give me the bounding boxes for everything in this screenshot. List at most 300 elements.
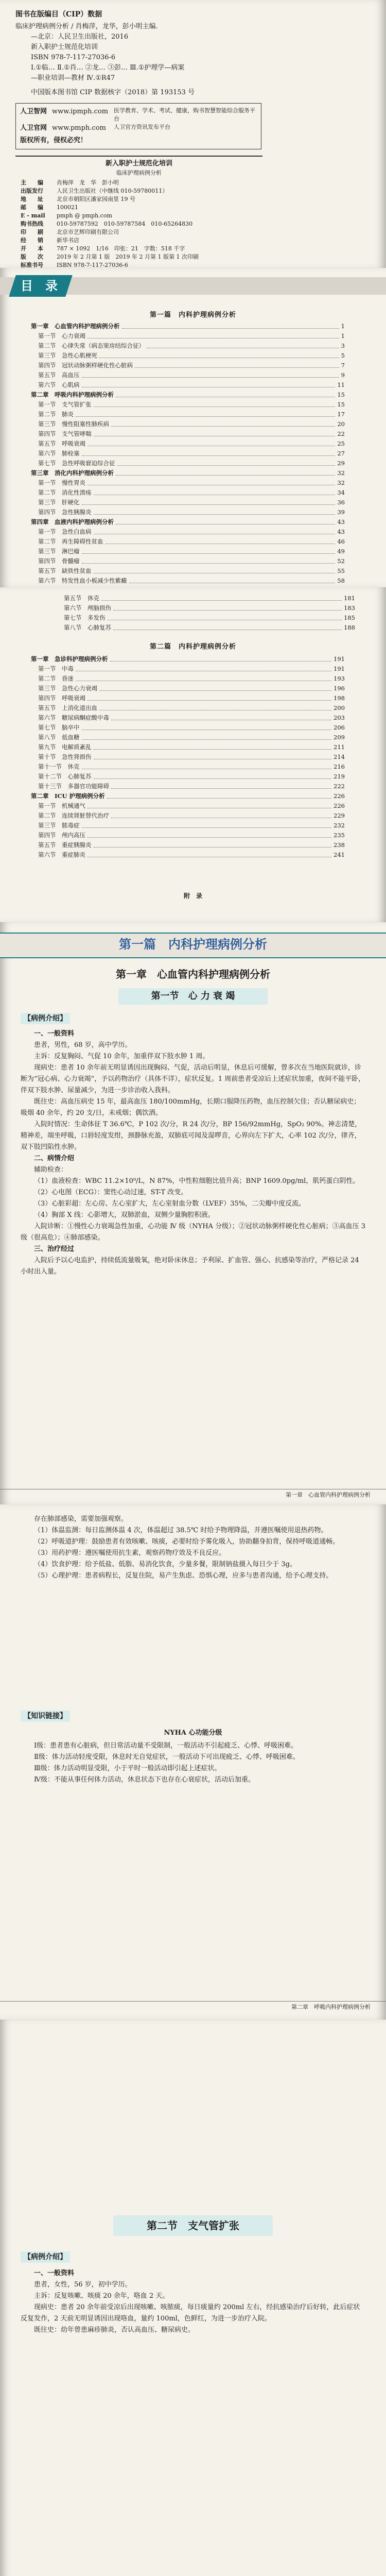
toc-entry-title: 第三节 淋巴瘤: [38, 548, 80, 555]
toc-entry-title: 第三节 肝硬化: [38, 499, 80, 506]
colophon-key: 主 编: [21, 179, 43, 186]
toc-leader: [111, 811, 331, 818]
paragraph: （2）呼吸道护理：鼓励患者有效咳嗽、咳痰，必要时给予雾化吸入，协助翻身拍背，保持呼吸道通畅。: [34, 1538, 340, 1546]
toc-row: [31, 821, 345, 831]
section2-body: [21, 2268, 365, 2336]
chapter-body: [21, 1028, 365, 1278]
toc-leader: [87, 478, 335, 485]
toc-page-number: 55: [337, 567, 345, 574]
nursing-page: [0, 1504, 386, 2020]
colophon-key: 出版发行: [21, 188, 43, 194]
toc-page-number: 43: [337, 528, 345, 535]
toc-page: [0, 268, 386, 587]
toc-page-number: 214: [334, 753, 345, 760]
copyright-notice: 版权所有，侵权必究！: [20, 137, 87, 144]
knowledge-sub: NYHA 心功能分级: [164, 1729, 222, 1737]
toc-row: [31, 380, 345, 390]
colophon-key: 邮 编: [21, 204, 43, 211]
colophon-key: 印 刷: [21, 229, 43, 235]
toc-row: [31, 840, 345, 850]
toc-entry-title: 第十二节 心肺复苏: [38, 773, 92, 780]
toc-row: [31, 449, 345, 459]
cip-title: 图书在版编目（CIP）数据: [15, 10, 102, 19]
toc-page-number: 25: [337, 440, 345, 447]
toc-leader: [147, 341, 339, 348]
toc-leader: [94, 429, 336, 436]
toc2-page: [0, 587, 386, 922]
toc-entry-title: 第五节 缺铁性贫血: [38, 567, 92, 574]
website-name: 人卫智网: [20, 108, 47, 115]
toc-leader: [117, 459, 336, 466]
paragraph: （3）用药护理：遵医嘱使用抗生素，观察药物疗效及不良反应。: [34, 1549, 226, 1557]
toc-row: [57, 623, 355, 633]
toc-leader: [82, 380, 336, 387]
toc-leader: [94, 742, 332, 750]
toc-row: [31, 468, 345, 478]
toc-row: [31, 811, 345, 821]
toc-entry-title: 第七节 急性呼吸窘迫综合征: [38, 460, 115, 467]
toc-row: [31, 742, 345, 752]
paragraph: 一、一般资料: [34, 1030, 75, 1038]
colophon-value: 人民卫生出版社（中继线 010-59780011）: [57, 188, 168, 194]
toc2-list: [31, 654, 345, 860]
toc-entry-title: 第六节 肺栓塞: [38, 450, 80, 457]
toc-row: [31, 752, 345, 762]
toc-leader: [101, 594, 342, 601]
case-head: 【病例介绍】: [21, 1013, 70, 1024]
toc-entry-title: 第三节 急性心肌梗死: [38, 352, 97, 359]
cip-number: 中国版本图书馆 CIP 数据核字（2018）第 193153 号: [31, 89, 195, 96]
toc-leader: [82, 556, 336, 564]
cip-lines: [15, 22, 386, 83]
paragraph: Ⅱ级：体力活动轻度受限，休息时无自觉症状，一般活动下可出现疲乏、心悸、呼吸困难。: [34, 1753, 300, 1761]
toc-row: [31, 488, 345, 498]
toc-page-number: 222: [334, 783, 345, 790]
toc-list: [31, 321, 345, 587]
toc-leader: [94, 400, 336, 407]
section2-title: 第二节 支气管扩张: [147, 2219, 239, 2232]
chapter-page: [0, 922, 386, 1504]
toc-row: [31, 782, 345, 791]
toc-page-number: 196: [334, 685, 345, 692]
paragraph: （2）心电图（ECG）：窦性心动过速，ST-T 改变。: [34, 1189, 188, 1196]
toc-page-number: 36: [337, 499, 345, 506]
toc-entry-title: 第一章 心血管内科护理病例分析: [31, 323, 120, 330]
toc-row: [31, 507, 345, 517]
toc-entry-title: 第四节 骨髓瘤: [38, 557, 80, 565]
copyright-page: [0, 0, 386, 268]
website-url: www.pmph.com: [52, 124, 106, 132]
toc-leader: [82, 449, 336, 456]
toc-row: [31, 664, 345, 674]
toc-row: [31, 801, 345, 811]
website-row: [20, 107, 257, 123]
toc-page-number: 241: [334, 851, 345, 858]
colophon-key: E - mail: [21, 212, 45, 219]
toc-entry-title: 第三节 慢性阻塞性肺疾病: [38, 420, 109, 428]
section-title: 第一节 心 力 衰 竭: [151, 991, 235, 1002]
toc-page-number: 235: [334, 832, 345, 839]
toc-page-number: 203: [334, 714, 345, 721]
toc-entry-title: 第一节 中毒: [38, 665, 74, 672]
paragraph: 主诉：反复胸闷、气促 10 余年，加重伴双下肢水肿 1 周。: [34, 1053, 209, 1060]
toc-leader: [106, 537, 336, 544]
toc-row: [57, 594, 355, 603]
toc-leader: [94, 752, 332, 759]
toc-leader: [99, 684, 331, 691]
toc-entry-title: 第六节 重症肺炎: [38, 851, 85, 858]
toc-entry-title: 第二节 昏迷: [38, 675, 74, 682]
toc-row: [31, 351, 345, 361]
colophon-row: [21, 245, 262, 253]
toc-page-number: 32: [337, 469, 345, 477]
toc-page-number: 29: [337, 460, 345, 467]
toc-page-number: 229: [334, 812, 345, 819]
colophon-row: [21, 179, 262, 187]
toc-entry-title: 第四章 血液内科护理病例分析: [31, 518, 114, 526]
toc-page-number: 198: [334, 694, 345, 702]
toc-leader: [76, 410, 335, 417]
cip-line: —职业培训—教材 Ⅳ.①R47: [31, 74, 115, 82]
nursing-body: [21, 1514, 365, 1582]
toc-entry-title: 第四节 颅内高压: [38, 832, 85, 839]
toc-row: [31, 498, 345, 507]
toc-page-number: 209: [334, 734, 345, 741]
toc-page-number: 52: [337, 557, 345, 565]
toc2-appendix: 附 录: [183, 892, 202, 900]
toc-row: [31, 410, 345, 419]
website-name: 人卫官网: [20, 124, 47, 132]
paragraph: （4）饮食护理：给予低盐、低脂、易消化饮食，少量多餐，限制钠盐摄入每日少于 3g。: [34, 1561, 296, 1568]
toc-entry-title: 第二章 呼吸内科护理病例分析: [31, 391, 114, 398]
toc-leader: [76, 664, 331, 671]
toc-page-number: 15: [337, 401, 345, 408]
toc-entry-title: 第五节 高血压: [38, 371, 80, 379]
toc-page-number: 58: [337, 577, 345, 584]
toc-row: [31, 429, 345, 439]
paragraph: 入院后予以心电监护，持续低流量吸氧，绝对卧床休息；予利尿、扩血管、强心、抗感染等治疗，严格记录 24 小时出入量。: [21, 1257, 359, 1276]
toc-leader: [111, 419, 335, 427]
toc-row: [57, 613, 355, 623]
colophon-row: [21, 220, 262, 228]
toc-page-number: 32: [337, 479, 345, 486]
colophon-key: 开 本: [21, 245, 43, 252]
colophon-row: [21, 236, 262, 245]
toc-entry-title: 第二节 心律失常（病态窦房结综合征）: [38, 342, 145, 349]
toc-entry-title: 第七节 多发伤: [64, 614, 106, 621]
toc-row: [31, 390, 345, 400]
toc-row: [31, 370, 345, 380]
toc-page-number: 27: [337, 450, 345, 457]
toc-page-number: 34: [337, 489, 345, 496]
toc-page-number: 7: [341, 362, 345, 369]
toc-page-number: 1: [341, 332, 345, 340]
toc-row: [31, 331, 345, 341]
toc-page-number: 191: [334, 655, 345, 663]
toc-leader: [87, 439, 335, 446]
toc-page-number: 46: [337, 538, 345, 545]
toc-title: 目 录: [21, 279, 58, 293]
toc-page-number: 200: [334, 704, 345, 711]
colophon-value: 北京市艺辉印刷有限公司: [57, 229, 119, 235]
colophon: [15, 156, 262, 268]
toc-entry-title: 第二节 消化性溃疡: [38, 489, 92, 496]
toc-page-number: 191: [334, 665, 345, 672]
toc-entry-title: 第一节 心力衰竭: [38, 332, 85, 340]
knowledge-head: 【知识链接】: [21, 1710, 70, 1722]
toc-row: [31, 419, 345, 429]
cip-line: —北京：人民卫生出版社，2016: [31, 33, 129, 41]
colophon-value: 新华书店: [57, 237, 79, 244]
toc-row: [31, 556, 345, 566]
colophon-key: 经 销: [21, 237, 43, 244]
toc-row: [31, 733, 345, 742]
toc-entry-title: 第六节 颅脑损伤: [64, 604, 111, 612]
toc-row: [31, 723, 345, 733]
paragraph: 存在肺部感染，需要加强观察。: [34, 1515, 128, 1523]
toc-leader: [116, 468, 335, 476]
toc-entry-title: 第二节 肺炎: [38, 411, 74, 418]
toc-page-number: 49: [337, 548, 345, 555]
running-head: 第一章 心血管内科护理病例分析: [286, 1492, 371, 1498]
part-title: 第一篇 内科护理病例分析: [119, 937, 267, 952]
toc-page-number: 11: [337, 381, 345, 388]
toc-entry-title: 第一章 急诊科护理病例分析: [31, 655, 108, 663]
website-desc: 医学教育、学术、考试、健康，购书智慧智能综合服务平台: [114, 107, 256, 122]
colophon-value: pmph @ pmph.com: [57, 212, 112, 219]
toc-leader: [94, 527, 336, 534]
toc-leader: [94, 488, 336, 495]
colophon-value: 787 × 1092 1/16 印张：21 字数：518 千字: [57, 245, 185, 252]
colophon-value: 2019 年 2 月第 1 版 2019 年 2 月第 1 版第 1 次印刷: [57, 253, 199, 260]
toc-page-number: 1: [341, 323, 345, 330]
toc-leader: [108, 613, 342, 620]
colophon-title: 临床护理病例分析: [116, 170, 162, 176]
toc-page-number: 43: [337, 518, 345, 526]
colophon-value: 010-59787592 010-59787584 010-65264830: [57, 221, 193, 227]
toc-page-number: 232: [334, 822, 345, 829]
toc-row: [31, 831, 345, 840]
toc-entry-title: 第一节 机械通气: [38, 802, 85, 809]
toc-page-number: 226: [334, 792, 345, 800]
nursing-footer: 第二章 呼吸内科护理病例分析: [291, 2004, 371, 2010]
toc-entry-title: 第一节 急性白血病: [38, 528, 92, 535]
toc-entry-title: 第四节 支气管哮喘: [38, 430, 92, 437]
paragraph: Ⅲ级：体力活动明显受限，小于平时一般活动即引起上述症状。: [34, 1765, 221, 1772]
paragraph: 入院诊断：①慢性心力衰竭急性加重，心功能 Ⅳ 级（NYHA 分级）；②冠状动脉粥样硬化性心脏病；③高血压 3 级（很高危）；④肺部感染。: [21, 1223, 365, 1242]
toc-leader: [82, 762, 332, 769]
toc-leader: [82, 733, 332, 740]
toc-page-number: 188: [344, 624, 355, 631]
toc-leader: [113, 623, 342, 630]
toc-row: [31, 400, 345, 410]
cip-line: ISBN 978-7-117-27036-6: [31, 54, 116, 61]
website-desc: 人卫官方资讯发布平台: [114, 124, 171, 130]
paragraph: 现病史：患者 20 余年前受凉后出现咳嗽、咳脓痰，每日痰量约 200ml 左右，经抗感染治疗后好转，此后症状反复发作，2 天前无明显诱因出现咯血，量约 100ml，色鲜红，为进一步治疗入院。: [21, 2303, 360, 2323]
toc-leader: [107, 791, 331, 799]
paragraph: 一、一般资料: [34, 2269, 75, 2277]
toc-row: [31, 361, 345, 370]
toc-row: [31, 703, 345, 713]
toc-leader: [94, 566, 336, 573]
toc-row: [31, 341, 345, 351]
paragraph: 现病史：患者 10 余年前无明显诱因出现胸闷、气促，活动后明显，休息后可缓解，曾多次在当地医院就诊，诊断为“冠心病、心力衰竭”，予以药物治疗（具体不详），症状反复。1 周前患者受凉后上述症状加重，夜间不能平卧，伴双下肢水肿、尿量减少，为进一步诊治收入我科。: [21, 1064, 365, 1094]
toc-entry-title: 第十一节 休克: [38, 763, 80, 770]
paragraph: 既往史：幼年曾患麻疹肺炎，否认高血压、糖尿病史。: [34, 2326, 195, 2334]
toc-leader: [99, 351, 339, 358]
toc-row: [31, 478, 345, 488]
toc-entry-title: 第五节 休克: [64, 595, 99, 602]
toc-leader: [82, 370, 339, 378]
cip-line: Ⅰ.①临… Ⅱ.①肖… ②龙… ③彭… Ⅲ.①护理学—病案: [31, 64, 185, 72]
paragraph: Ⅳ级：不能从事任何体力活动，休息状态下也存在心衰症状，活动后加重。: [34, 1776, 255, 1784]
colophon-value: 肖梅萍 龙 华 彭小明: [57, 179, 119, 186]
section2-page: [0, 2020, 386, 2576]
paragraph: 患者，男性，68 岁，高中学历。: [34, 1041, 132, 1049]
toc-entry-title: 第一节 慢性胃炎: [38, 479, 85, 486]
section2-case-head: 【病例介绍】: [21, 2251, 70, 2263]
toc-leader: [87, 693, 331, 701]
paragraph: 二、病情介绍: [34, 1155, 75, 1162]
colophon-key: 标准书号: [21, 262, 43, 268]
toc-leader: [87, 831, 331, 838]
toc-page-number: 193: [334, 675, 345, 682]
toc-entry-title: 第六节 特发性血小板减少性紫癜: [38, 577, 127, 584]
toc-leader: [82, 498, 336, 505]
toc-leader: [116, 517, 335, 524]
toc-leader: [110, 654, 332, 662]
colophon-row: [21, 253, 262, 261]
toc-leader: [87, 801, 331, 808]
toc-entry-title: 第三节 脓毒症: [38, 822, 80, 829]
toc-row: [31, 713, 345, 723]
toc-row: [31, 674, 345, 684]
paragraph: 既往史：高血压病史 15 年，最高血压 180/100mmHg，长期口服降压药物，血压控制欠佳；否认糖尿病史；吸烟 40 余年，约 20 支/日，未戒烟；偶饮酒。: [21, 1098, 361, 1117]
toc-page-number: 226: [334, 802, 345, 809]
toc-leader: [111, 713, 331, 720]
toc-entry-title: 第十节 急性肾损伤: [38, 753, 92, 760]
toc-page-number: 9: [341, 371, 345, 379]
toc-page-number: 3: [341, 342, 345, 349]
colophon-series: 新入职护士规范化培训: [105, 160, 172, 167]
colophon-row: [21, 228, 262, 236]
toc-page-number: 219: [334, 773, 345, 780]
colophon-row: [21, 204, 262, 212]
toc-leader: [94, 507, 336, 515]
toc-leader: [129, 576, 336, 583]
toc-page-number: 181: [344, 595, 355, 602]
website-row: [20, 123, 257, 133]
toc-row: [31, 547, 345, 556]
toc-leader: [82, 821, 332, 828]
colophon-row: [21, 212, 262, 220]
toc-page-number: 211: [334, 743, 345, 751]
toc-row: [31, 439, 345, 449]
toc-entry-title: 第十三节 多器官功能障碍: [38, 783, 109, 790]
toc-row: [31, 762, 345, 772]
toc-row: [31, 576, 345, 586]
paragraph: 主诉：反复咳嗽、咳痰 20 余年，咯血 2 天。: [34, 2292, 169, 2300]
toc-row: [57, 603, 355, 613]
colophon-value: 100021: [57, 204, 78, 211]
toc-row: [31, 772, 345, 782]
toc-leader: [94, 772, 332, 779]
colophon-value: 北京市朝阳区潘家园南里 19 号: [57, 196, 135, 202]
toc-entry-title: 第四节 急性胰腺炎: [38, 509, 92, 516]
colophon-value: ISBN 978-7-117-27036-6: [57, 262, 128, 268]
paragraph: （3）心脏彩超：左心房、左心室扩大，左心室射血分数（LVEF）35%，二尖瓣中度反流。: [34, 1200, 306, 1208]
website-box: [15, 103, 261, 149]
toc-page-number: 20: [337, 420, 345, 428]
paragraph: 三、治疗经过: [34, 1245, 75, 1253]
paragraph: 患者，女性，56 岁，初中学历。: [34, 2281, 132, 2289]
toc-entry-title: 第一节 支气管扩张: [38, 401, 92, 408]
toc-row: [31, 459, 345, 468]
toc-row: [31, 684, 345, 693]
toc-part1: 第一篇 内科护理病例分析: [149, 311, 236, 319]
toc-entry-title: 第五节 呼吸衰竭: [38, 440, 85, 447]
colophon-key: 地 址: [21, 196, 43, 202]
toc-page-number: 238: [334, 841, 345, 849]
toc-entry-title: 第六节 糖尿病酮症酸中毒: [38, 714, 109, 721]
toc-entry-title: 第二节 连续肾脏替代治疗: [38, 812, 109, 819]
toc-leader: [94, 840, 332, 848]
toc-page-number: 183: [344, 604, 355, 612]
cip-line: 新入职护士规范化培训: [31, 43, 98, 51]
toc2-top-list: [57, 594, 355, 633]
toc-leader: [113, 603, 342, 611]
colophon-key: 购书热线: [21, 221, 43, 227]
colophon-row: [21, 195, 262, 204]
toc-page-number: 15: [337, 391, 345, 398]
paragraph: （5）心理护理：患者病程长，反复住院，易产生焦虑、恐惧心理，应多与患者沟通，给予心理支持。: [34, 1572, 333, 1580]
paragraph: （1）体温监测：每日监测体温 4 次，体温超过 38.5℃ 时给予物理降温，并遵医嘱使用退热药物。: [34, 1527, 328, 1534]
toc-leader: [135, 361, 339, 368]
toc-leader: [87, 850, 331, 857]
toc-page-number: 39: [337, 509, 345, 516]
toc-page-number: 17: [337, 411, 345, 418]
toc-entry-title: 第二节 再生障碍性贫血: [38, 538, 103, 545]
toc-leader: [82, 547, 336, 554]
chapter-title: 第一章 心血管内科护理病例分析: [116, 968, 270, 980]
toc-entry-title: 第五节 上消化道出血: [38, 704, 97, 711]
toc2-part2: 第二篇 内科护理病例分析: [149, 643, 236, 651]
toc-row: [31, 321, 345, 331]
colophon-row: [21, 187, 262, 195]
toc-row: [31, 527, 345, 537]
toc-entry-title: 第八节 心肺复苏: [64, 624, 111, 631]
toc-entry-title: 第八节 低血糖: [38, 734, 80, 741]
toc-entry-title: 第六节 心肌病: [38, 381, 80, 388]
toc-leader: [87, 331, 339, 338]
paragraph: Ⅰ级：患者患有心脏病，但日常活动量不受限制，一般活动不引起疲乏、心悸、呼吸困难。: [34, 1742, 298, 1750]
toc-row: [31, 654, 345, 664]
paragraph: （4）胸部 X 线：心影增大，双肺淤血，双侧少量胸腔积液。: [34, 1211, 215, 1219]
paragraph: 入院时情况：生命体征 T 36.6℃，P 102 次/分，R 24 次/分，BP 156/92mmHg，SpO₂ 90%。神志清楚，精神差，端坐呼吸，口唇轻度发绀，颈静脉充盈，双肺底可闻及湿啰音，心界向左下扩大，心率 102 次/分，律齐，双下肢凹陷性水肿。: [21, 1121, 362, 1151]
toc-leader: [122, 321, 339, 329]
toc-row: [31, 850, 345, 860]
colophon-key: 版 次: [21, 253, 43, 260]
toc-entry-title: 第九节 电解质紊乱: [38, 743, 92, 751]
toc-leader: [111, 782, 331, 789]
toc-entry-title: 第七节 脑卒中: [38, 724, 80, 731]
toc-page-number: 216: [334, 763, 345, 770]
colophon-row: [21, 261, 262, 268]
toc-entry-title: 第五节 重症胰腺炎: [38, 841, 92, 849]
toc-leader: [76, 674, 331, 681]
toc-leader: [116, 390, 335, 397]
toc-row: [31, 791, 345, 801]
